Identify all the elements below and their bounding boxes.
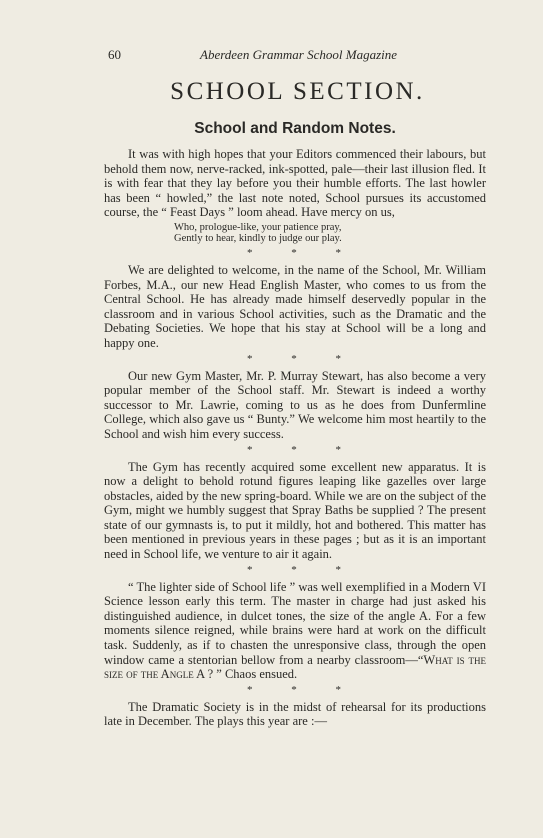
paragraph-gym-master: Our new Gym Master, Mr. P. Murray Stewart, has also become a very popular member of the School staff. Mr. Stewart is indeed a worthy successor to Mr. Lawrie, coming to us as he does from Dunfermline College, which also gave us “ Bunty.” We welcome him most heartily to the School and wish him every success. — [104, 368, 486, 441]
section-divider: * * * — [247, 246, 359, 259]
magazine-title: Aberdeen Grammar School Magazine — [200, 47, 398, 62]
section-title: SCHOOL SECTION. — [170, 78, 425, 105]
article-body — [104, 147, 486, 729]
article-title: School and Random Notes. — [194, 120, 396, 137]
lighter-side-text: “ The lighter side of School life ” was well exemplified in a Modern VI Science lesson early this term. The master in charge had just asked his distinguished audience, in dulcet tones, the size of the angle A. For a few moments silence reigned, while brains were hard at work on the difficult task. Suddenly, as if to chasten the unresponsive class, through the open window came a stentorian bellow from a nearby classroom—“ — [104, 579, 486, 667]
lighter-side-ending: Chaos ensued. — [221, 667, 298, 682]
section-divider: * * * — [247, 352, 359, 365]
shout-quote: What is the size of the Angle A ? ” — [104, 652, 487, 682]
section-divider: * * * — [247, 443, 359, 456]
verse-line: Gently to hear, kindly to judge our play. — [174, 233, 342, 245]
paragraph-dramatic-society: The Dramatic Society is in the midst of rehearsal for its productions late in December. The plays this year are :— — [104, 699, 486, 729]
section-divider: * * * — [247, 563, 359, 576]
verse-line: Who, prologue-like, your patience pray, — [174, 221, 342, 233]
paragraph-gym-apparatus: The Gym has recently acquired some excellent new apparatus. It is now a delight to behold rotund figures leaping like gazelles over large obstacles, aided by the new spring-board. While we are on the subject of the Gym, might we humbly suggest that Spray Baths be supplied ? The present state of our gymnasts is, to put it mildly, hot and bothered. This matter has been mentioned in previous years in these pages ; but as it is an important need in School life, we venture to air it again. — [104, 459, 486, 562]
page-number: 60 — [108, 47, 121, 62]
verse-quote — [104, 222, 486, 245]
paragraph-lighter-side — [104, 580, 486, 682]
section-divider: * * * — [247, 683, 359, 696]
paragraph-editors: It was with high hopes that your Editors commenced their labours, but behold them now, nerve-racked, ink-spotted, pale—their last illusion fled. It is with fear that they lay before you their humble efforts. The last howler has been “ howled,” the last note noted, School pursues its accustomed course, the “ Feast Days ” loom ahead. Have mercy on us, — [104, 147, 486, 220]
paragraph-english-master: We are delighted to welcome, in the name of the School, Mr. William Forbes, M.A., our new Head English Master, who comes to us from the Central School. He has already made himself deservedly popular in the classroom and in various School activities, such as the Dramatic and the Debating Societies. We hope that his stay at School will be a long and happy one. — [104, 262, 486, 350]
